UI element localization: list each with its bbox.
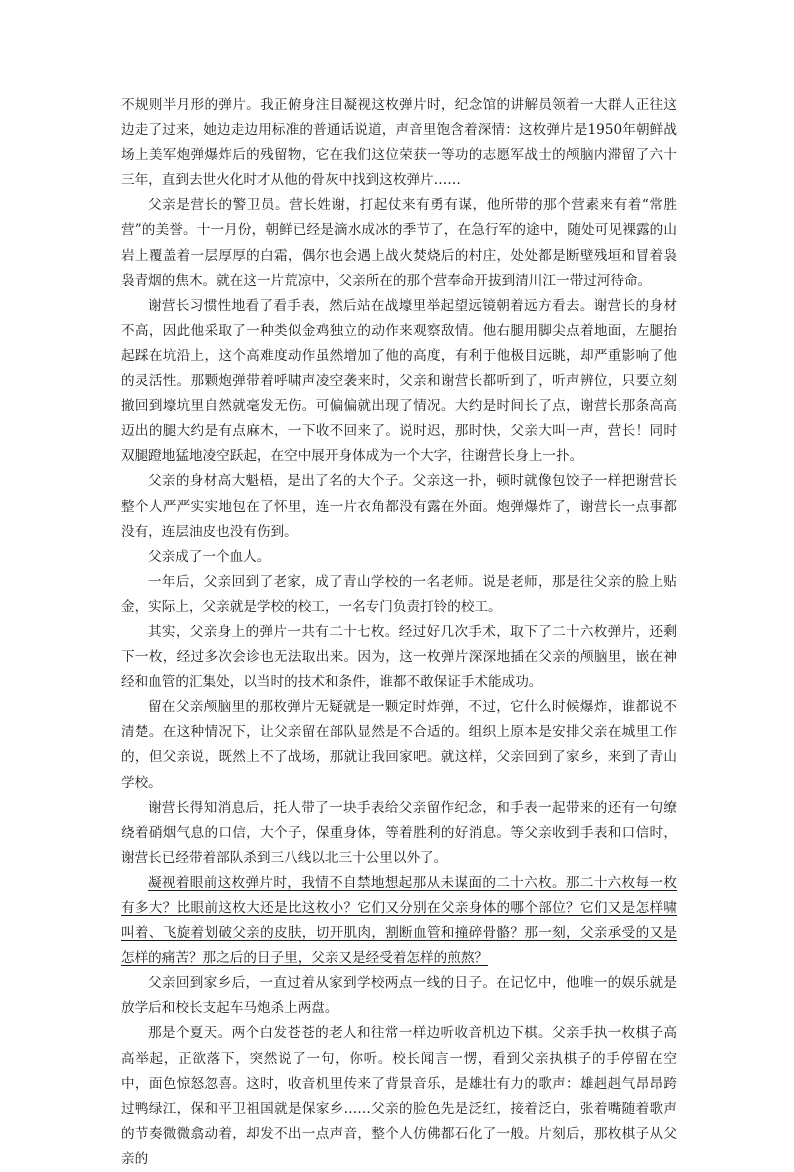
paragraph-text: 谢营长习惯性地看了看手表，然后站在战壕里举起望远镜朝着远方看去。谢营长的身材不高，因此他采取了一种类似金鸡独立的动作来观察敌情。他右腿用脚尖点着地面，左腿抬起踩在坑沿上，这个高难度动作虽然增加了他的高度，有利于他极目远眺，却严重影响了他的灵活性。那颗炮弹带着呼啸声凌空袭来时，父亲和谢营长都听到了，听声辨位，只要立刻撤回到壕坑里自然就毫发无伤。可偏偏就出现了情况。大约是时间长了点，谢营长那条高高迈出的腿大约是有点麻木，一下收不回来了。说时迟，那时快，父亲大叫一声，营长！同时双腿蹬地猛地凌空跃起，在空中展开身体成为一个大字，往谢营长身上一扑。 [121, 297, 677, 465]
paragraph-text: 其实，父亲身上的弹片一共有二十七枚。经过好几次手术，取下了二十六枚弹片，还剩下一枚，经过多次会诊也无法取出来。因为，这一枚弹片深深地插在父亲的颅脑里，嵌在神经和血管的汇集处，以当时的技术和条件，谁都不敢保证手术能成功。 [121, 623, 677, 691]
paragraph-text: 那是个夏天。两个白发苍苍的老人和往常一样边听收音机边下棋。父亲手执一枚棋子高高举起，正欲落下，突然说了一句，你听。校长闻言一愣，看到父亲执棋子的手停留在空中，面色惊怒忽喜。这时，收音机里传来了背景音乐，是雄壮有力的歌声：雄赳赳气昂昂跨过鸭绿江，保和平卫祖国就是保家乡……父亲的脸色先是泛红，接着泛白，张着嘴随着歌声的节奏微微翕动着，却发不出一点声音，整个人仿佛都石化了一般。片刻后，那枚棋子从父亲的 [121, 1025, 677, 1167]
paragraph-6 [121, 570, 677, 620]
paragraph-10-underlined [121, 871, 677, 971]
paragraph-text: 凝视着眼前这枚弹片时，我情不自禁地想起那从未谋面的二十六枚。那二十六枚每一枚有多大？比眼前这枚大还是比这枚小？它们又分别在父亲身体的哪个部位？它们又是怎样啸叫着、飞旋着划破父亲的皮肤，切开肌肉，割断血管和撞碎骨骼？那一刻，父亲承受的又是怎样的痛苦？那之后的日子里，父亲又是经受着怎样的煎熬？ [121, 874, 677, 967]
paragraph-4 [121, 469, 677, 544]
paragraph-text: 留在父亲颅脑里的那枚弹片无疑就是一颗定时炸弹，不过，它什么时候爆炸，谁都说不清楚。在这种情况下，让父亲留在部队显然是不合适的。组织上原本是安排父亲在城里工作的，但父亲说，既然上不了战场，那就让我回家吧。就这样，父亲回到了家乡，来到了青山学校。 [121, 699, 677, 791]
paragraph-2 [121, 193, 677, 293]
paragraph-7 [121, 620, 677, 695]
paragraph-text: 不规则半月形的弹片。我正俯身注目凝视这枚弹片时，纪念馆的讲解员领着一大群人正往这边走了过来，她边走边用标准的普通话说道，声音里饱含着深情：这枚弹片是1950年朝鲜战场上美军炮弹爆炸后的残留物，它在我们这位荣获一等功的志愿军战士的颅脑内滞留了六十三年，直到去世火化时才从他的骨灰中找到这枚弹片…… [121, 97, 677, 189]
paragraph-text: 父亲回到家乡后，一直过着从家到学校两点一线的日子。在记忆中，他唯一的娱乐就是放学后和校长支起车马炮杀上两盘。 [121, 975, 677, 1017]
document-page [121, 93, 677, 1172]
paragraph-12 [121, 1021, 677, 1172]
paragraph-11 [121, 971, 677, 1021]
paragraph-text: 父亲是营长的警卫员。营长姓谢，打起仗来有勇有谋，他所带的那个营素来有着“常胜营”的美誉。十一月份，朝鲜已经是滴水成冰的季节了，在急行军的途中，随处可见裸露的山岩上覆盖着一层厚厚的白霜，偶尔也会遇上战火焚烧后的村庄，处处都是断壁残垣和冒着袅袅青烟的焦木。就在这一片荒凉中，父亲所在的那个营奉命开拔到清川江一带过河待命。 [121, 197, 677, 289]
paragraph-text: 谢营长得知消息后，托人带了一块手表给父亲留作纪念，和手表一起带来的还有一句缭绕着硝烟气息的口信，大个子，保重身体，等着胜利的好消息。等父亲收到手表和口信时，谢营长已经带着部队杀到三八线以北三十公里以外了。 [121, 799, 677, 866]
paragraph-3 [121, 294, 677, 470]
paragraph-1 [121, 93, 677, 193]
paragraph-text: 父亲成了一个血人。 [148, 548, 271, 565]
paragraph-text: 一年后，父亲回到了老家，成了青山学校的一名老师。说是老师，那是往父亲的脸上贴金，实际上，父亲就是学校的校工，一名专门负责打铃的校工。 [121, 573, 677, 615]
paragraph-text: 父亲的身材高大魁梧，是出了名的大个子。父亲这一扑，顿时就像包饺子一样把谢营长整个人严严实实地包在了怀里，连一片衣角都没有露在外面。炮弹爆炸了，谢营长一点事都没有，连层油皮也没有伤到。 [121, 473, 677, 540]
paragraph-9 [121, 796, 677, 871]
paragraph-8 [121, 695, 677, 795]
paragraph-5 [121, 545, 677, 570]
